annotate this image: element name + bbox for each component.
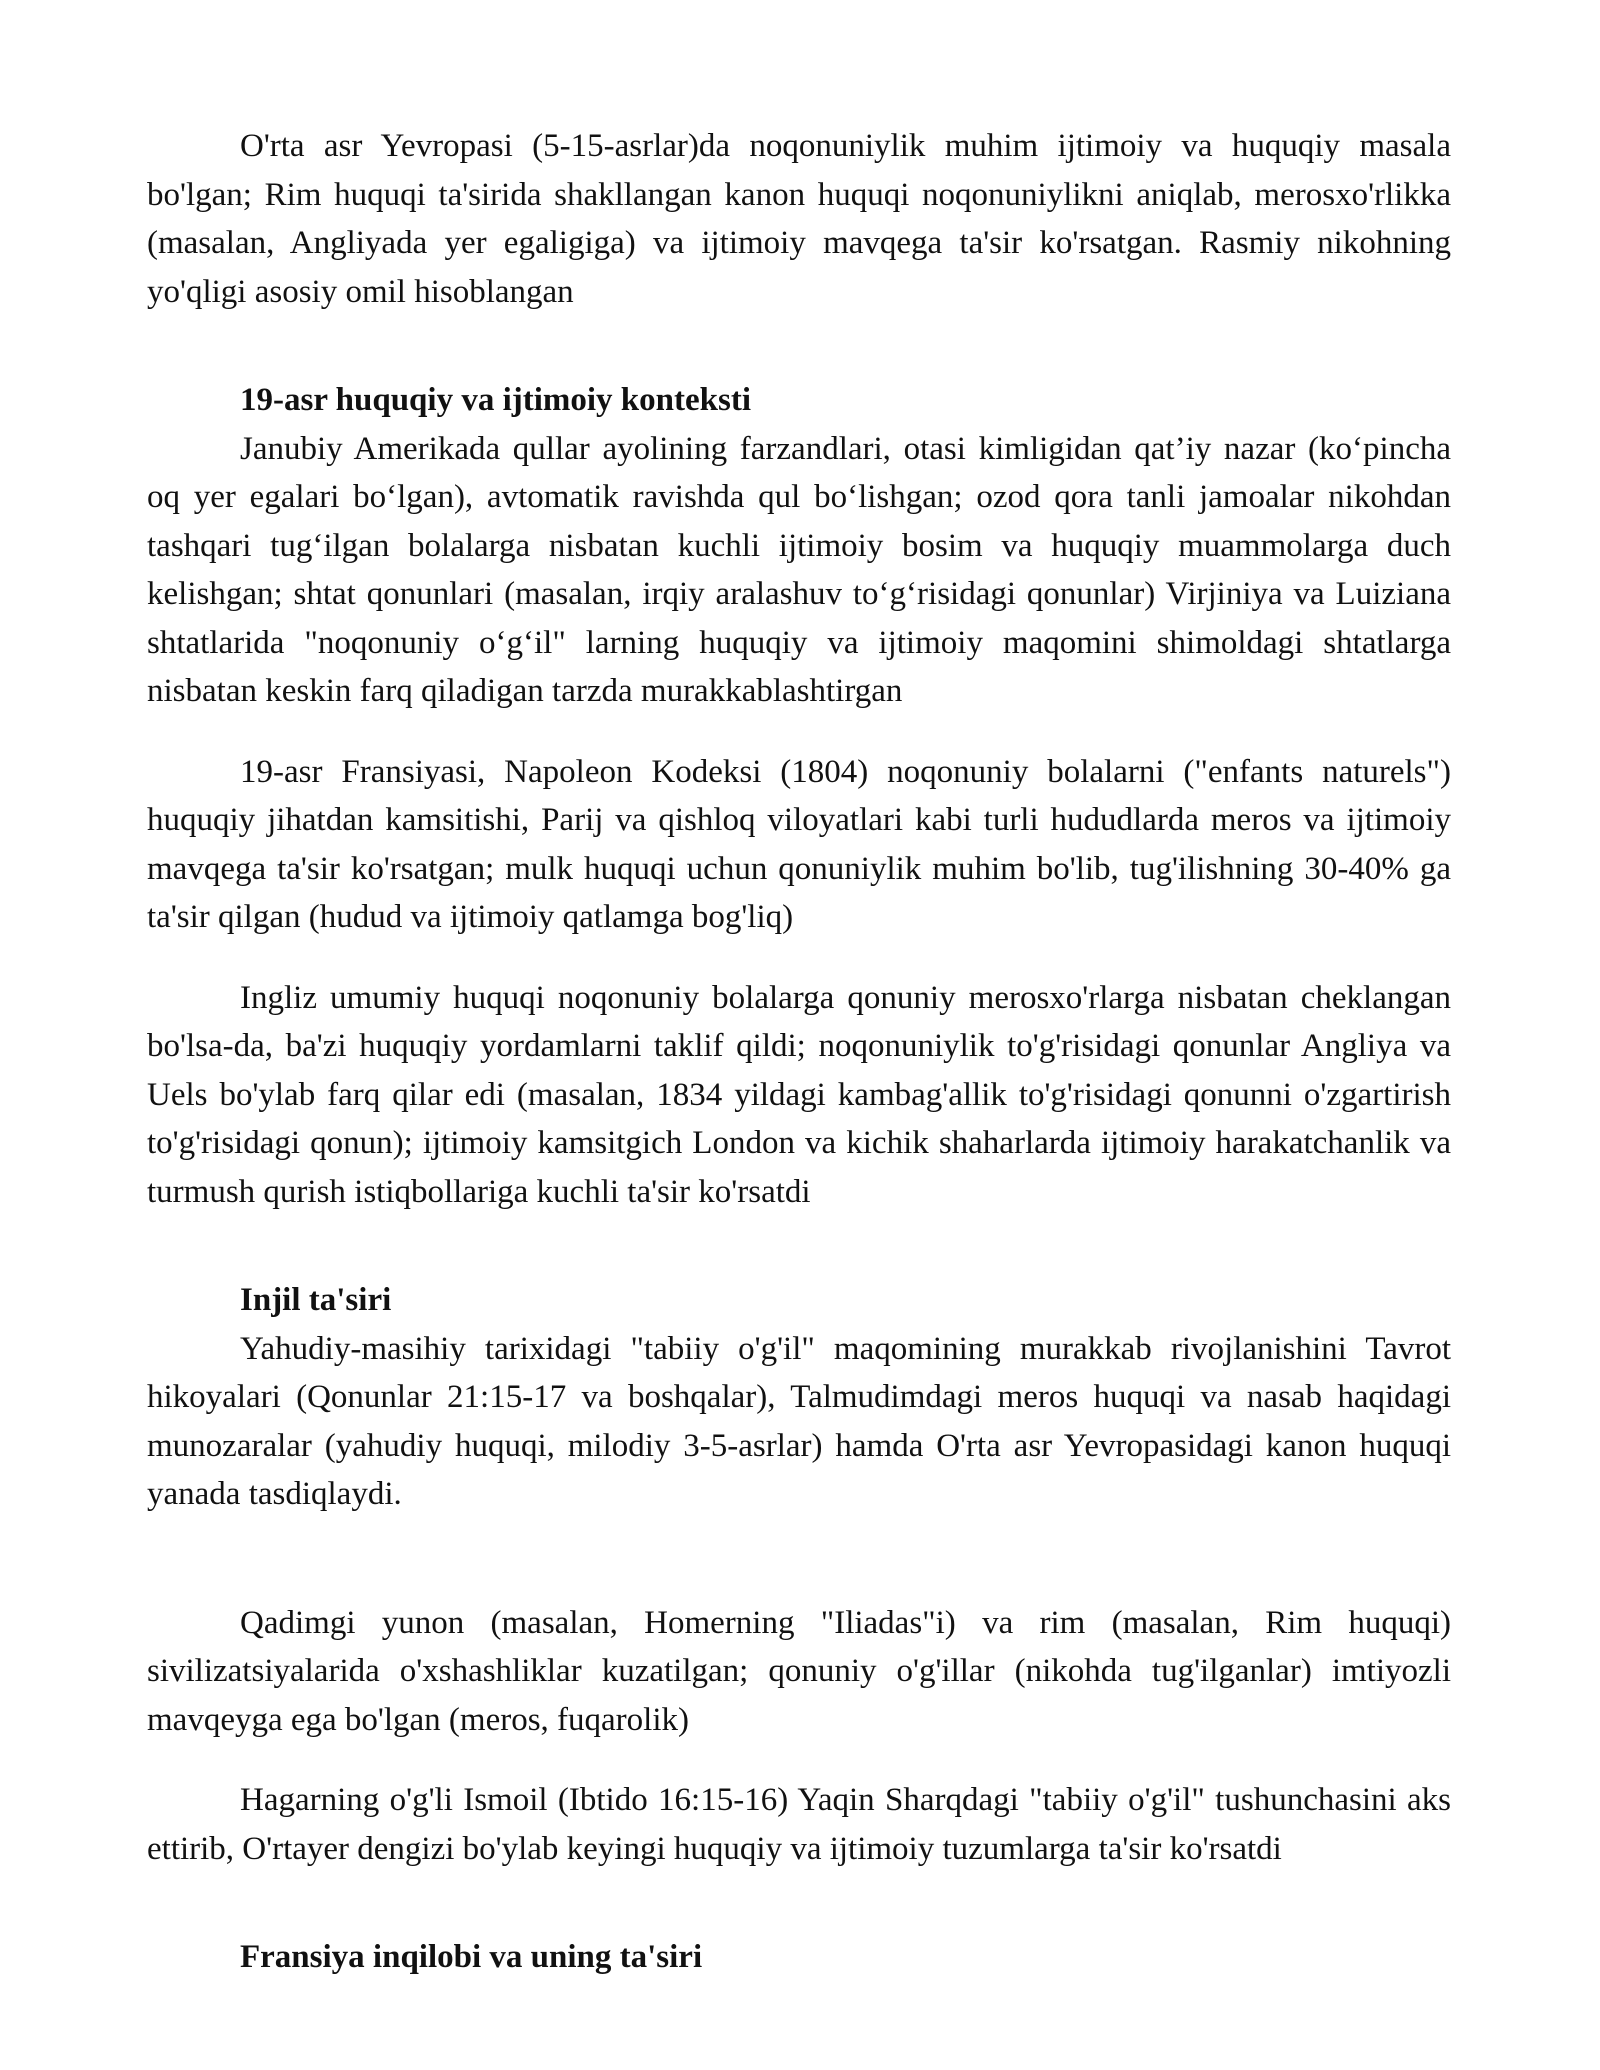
paragraph-judeo-christian: Yahudiy-masihiy tarixidagi "tabiiy o'g'il" maqomining murakkab rivojlanishini Tavrot hikoyalari (Qonunlar 21:15-17 va boshqalar), Talmudimdagi meros huquqi va nasab haqidagi munozaralar (yahudiy huquqi, milodiy 3-5-asrlar) hamda O'rta asr Yevropasidagi kanon huquqi yanada tasdiqlaydi. [147,1330,1451,1512]
spacer [147,316,1451,376]
paragraph-english-common-law: Ingliz umumiy huquqi noqonuniy bolalarga qonuniy merosxo'rlarga nisbatan cheklangan bo'lsa-da, ba'zi huquqiy yordamlarni taklif qildi; noqonuniylik to'g'risidagi qonunlar Angliya va Uels bo'ylab farq qilar edi (masalan, 1834 yildagi kambag'allik to'g'risidagi qonunni o'zgartirish to'g'risidagi qonun); ijtimoiy kamsitgich London va kichik shaharlarda ijtimoiy harakatchanlik va turmush qurish istiqbollariga kuchli ta'sir ko'rsatdi [147,979,1451,1210]
spacer [147,716,1451,748]
spacer [147,942,1451,974]
paragraph-france-napoleon-code: 19-asr Fransiyasi, Napoleon Kodeksi (1804) noqonuniy bolalarni ("enfants naturels") huquqiy jihatdan kamsitishi, Parij va qishloq viloyatlari kabi turli hududlarda meros va ijtimoiy mavqega ta'sir ko'rsatgan; mulk huquqi uchun qonuniylik muhim bo'lib, tug'ilishning 30-40% ga ta'sir qilgan (hudud va ijtimoiy qatlamga bog'liq) [147,753,1451,935]
heading-bible-influence: Injil ta'siri [240,1282,392,1318]
paragraph-south-america: Janubiy Amerikada qullar ayolining farzandlari, otasi kimligidan qat’iy nazar (ko‘pincha oq yer egalari bo‘lgan), avtomatik ravishda qul bo‘lishgan; ozod qora tanli jamoalar nikohdan tashqari tug‘ilgan bolalarga nisbatan kuchli ijtimoiy bosim va huquqiy muammolarga duch kelishgan; shtat qonunlari (masalan, irqiy aralashuv to‘g‘risidagi qonunlar) Virjiniya va Luiziana shtatlarida "noqonuniy o‘g‘il" larning huquqiy va ijtimoiy maqomini shimoldagi shtatlarga nisbatan keskin farq qiladigan tarzda murakkablashtirgan [147,430,1451,709]
heading-french-revolution: Fransiya inqilobi va uning ta'siri [240,1939,703,1975]
heading-19th-century-context: 19-asr huquqiy va ijtimoiy konteksti [240,382,751,418]
paragraph-medieval-europe: O'rta asr Yevropasi (5-15-asrlar)da noqonuniylik muhim ijtimoiy va huquqiy masala bo'lgan; Rim huquqi ta'sirida shakllangan kanon huquqi noqonuniylikni aniqlab, merosxo'rlikka (masalan, Angliyada yer egaligiga) va ijtimoiy mavqega ta'sir ko'rsatgan. Rasmiy nikohning yo'qligi asosiy omil hisoblangan [147,128,1451,310]
paragraph-greek-roman: Qadimgi yunon (masalan, Homerning "Iliadas"i) va rim (masalan, Rim huquqi) sivilizatsiyalarida o'xshashliklar kuzatilgan; qonuniy o'g'illar (nikohda tug'ilganlar) imtiyozli mavqeyga ega bo'lgan (meros, fuqarolik) [147,1604,1451,1738]
spacer [147,1519,1451,1599]
spacer [147,1873,1451,1933]
spacer [147,1216,1451,1276]
document-body [147,122,1451,1982]
paragraph-ishmael: Hagarning o'g'li Ismoil (Ibtido 16:15-16) Yaqin Sharqdagi "tabiiy o'g'il" tushunchasini aks ettirib, O'rtayer dengizi bo'ylab keyingi huquqiy va ijtimoiy tuzumlarga ta'sir ko'rsatdi [147,1782,1451,1867]
spacer [147,1744,1451,1776]
